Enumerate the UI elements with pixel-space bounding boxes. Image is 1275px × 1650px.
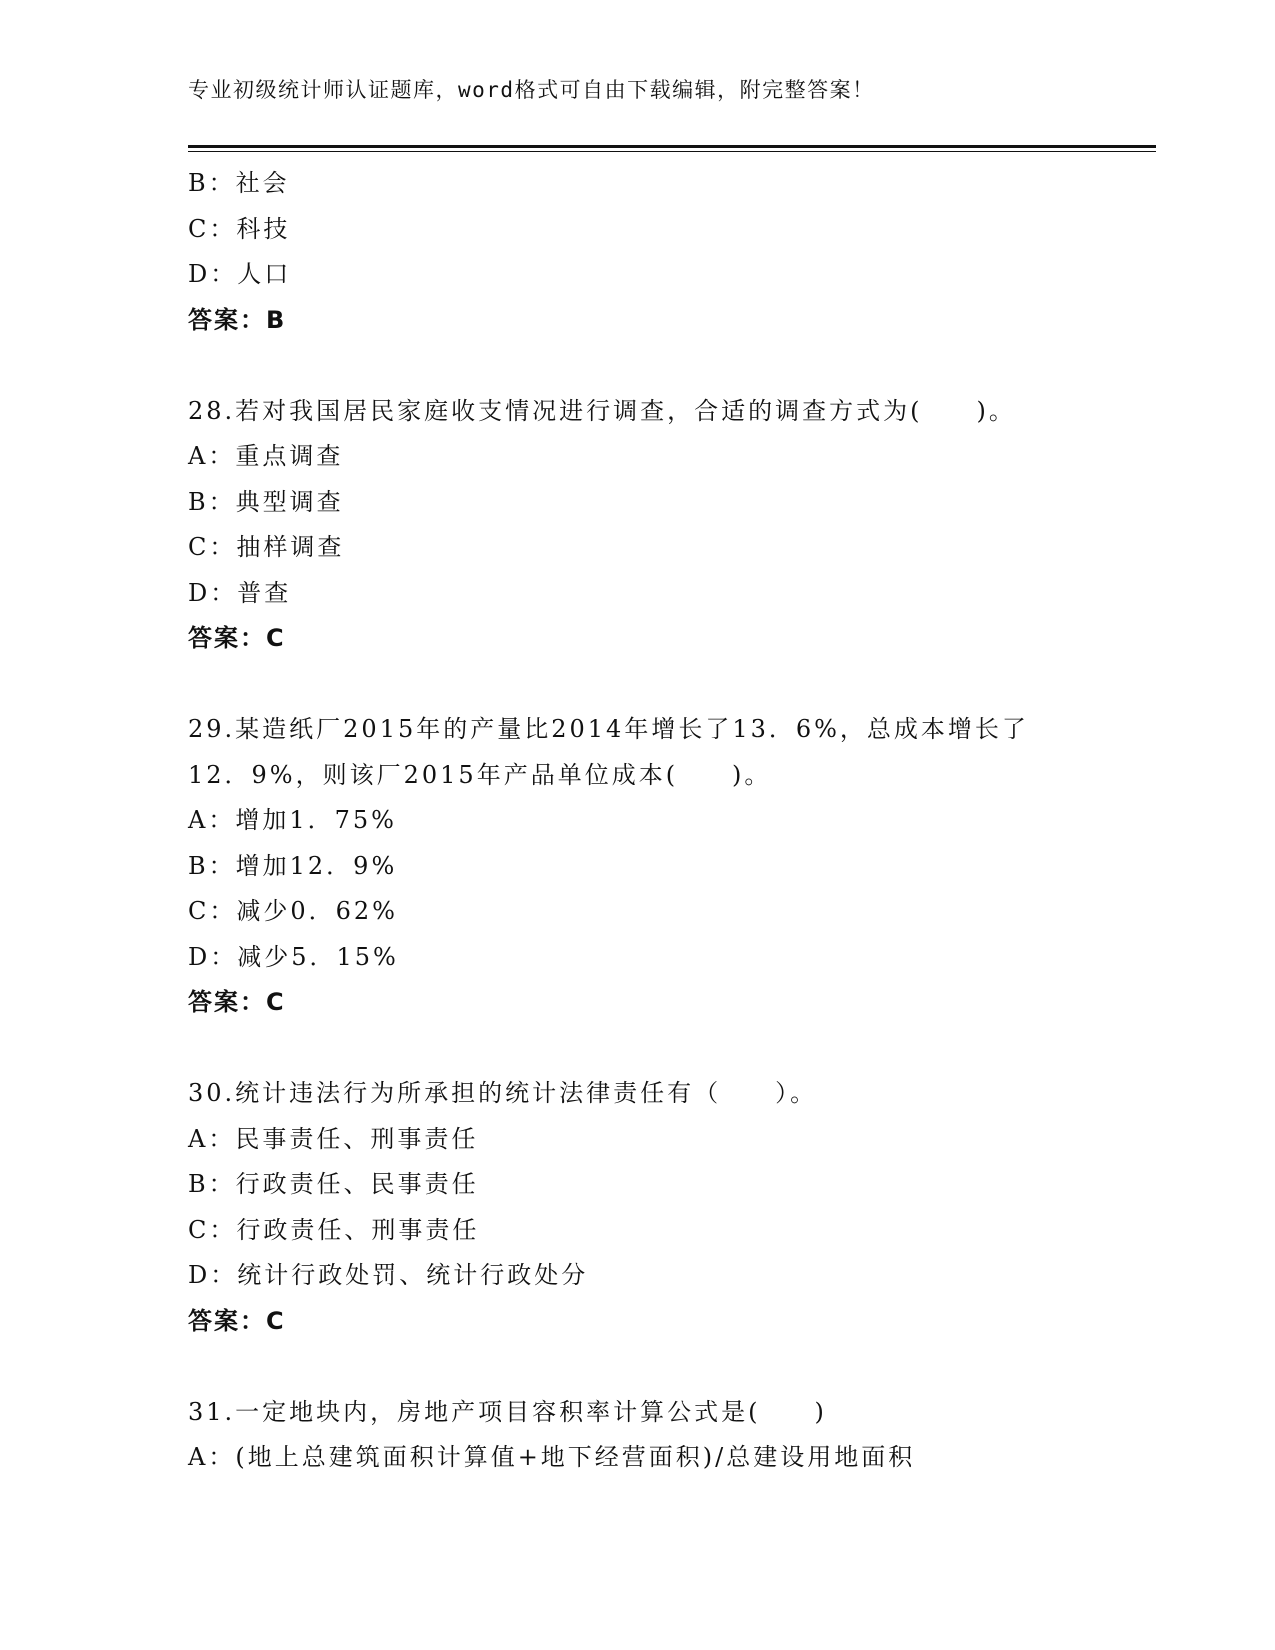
- option-b: B：增加12．9%: [188, 851, 398, 880]
- option-b: B：行政责任、民事责任: [188, 1170, 479, 1198]
- option-c: C：抽样调查: [188, 533, 345, 561]
- option-a: A：重点调查: [188, 442, 344, 470]
- spacer: [188, 343, 1088, 389]
- option-d: D：减少5．15%: [188, 942, 399, 971]
- option-d: D：人口: [188, 260, 292, 288]
- question-stem: 30.统计违法行为所承担的统计法律责任有（ ）。: [188, 1079, 818, 1107]
- question-27-continued: [188, 161, 1088, 343]
- question-29: [188, 707, 1088, 1026]
- question-30: [188, 1071, 1088, 1344]
- option-a: A：(地上总建筑面积计算值+地下经营面积)/总建设用地面积: [188, 1443, 916, 1471]
- option-d: D：普查: [188, 578, 292, 607]
- question-stem-line-1: 29.某造纸厂2015年的产量比2014年增长了13．6%，总成本增长了: [188, 715, 1029, 743]
- question-31: [188, 1390, 1088, 1481]
- option-a: A：民事责任、刑事责任: [188, 1124, 479, 1153]
- page-header: 专业初级统计师认证题库，word格式可自由下载编辑，附完整答案！: [188, 78, 875, 102]
- option-c: C：行政责任、刑事责任: [188, 1215, 480, 1244]
- answer: 答案：B: [188, 305, 287, 334]
- option-d: D：统计行政处罚、统计行政处分: [188, 1261, 589, 1289]
- answer: 答案：C: [188, 988, 286, 1016]
- question-stem: 28.若对我国居民家庭收支情况进行调查，合适的调查方式为( )。: [188, 396, 1016, 425]
- question-stem-line-2: 12．9%，则该厂2015年产品单位成本( )。: [188, 760, 772, 789]
- option-a: A：增加1．75%: [188, 806, 397, 834]
- option-c: C：科技: [188, 214, 291, 243]
- spacer: [188, 662, 1088, 708]
- spacer: [188, 1026, 1088, 1072]
- answer: 答案：C: [188, 1306, 286, 1335]
- spacer: [188, 1344, 1088, 1390]
- option-b: B：社会: [188, 169, 290, 197]
- header-divider-thin: [188, 151, 1156, 152]
- header-divider-thick: [188, 145, 1156, 148]
- option-b: B：典型调查: [188, 487, 344, 516]
- question-list: [188, 161, 1088, 1481]
- question-28: [188, 389, 1088, 662]
- option-c: C：减少0．62%: [188, 897, 398, 925]
- answer: 答案：C: [188, 624, 286, 652]
- question-stem: 31.一定地块内，房地产项目容积率计算公式是( ): [188, 1397, 827, 1426]
